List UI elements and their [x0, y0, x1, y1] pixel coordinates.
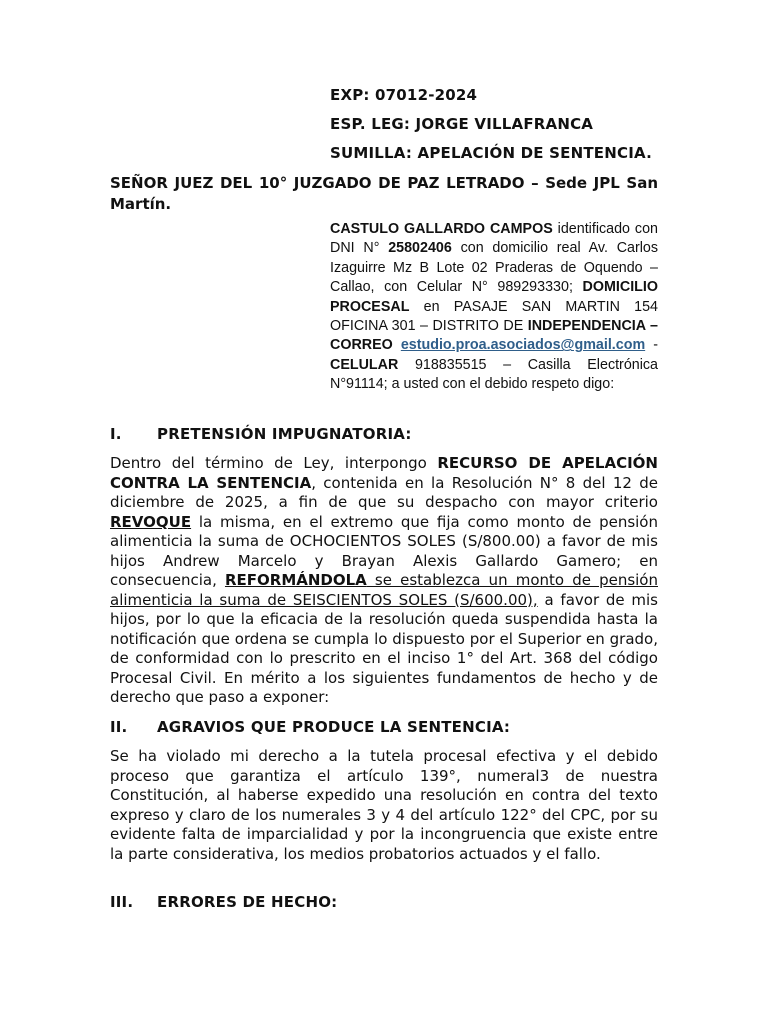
section-heading-2	[110, 718, 510, 736]
recurso-emphasis: RECURSO DE APELACIÓN CONTRA LA SENTENCIA	[110, 454, 658, 492]
party-identification	[330, 220, 658, 395]
party-dni: 25802406	[388, 240, 452, 257]
party-text	[393, 337, 401, 353]
email-link[interactable]: estudio.proa.asociados@gmail.com	[400, 337, 646, 354]
addressee: SEÑOR JUEZ DEL 10° JUZGADO DE PAZ LETRADO – Sede JPL San Martín.	[110, 174, 658, 213]
district-label: INDEPENDENCIA – CORREO	[330, 318, 658, 354]
underlined-text: se establezca un monto de pensión alimenticia la suma de SEISCIENTOS SOLES (S/600.00),	[110, 571, 658, 609]
section-number: II.	[110, 718, 128, 736]
party-name: CASTULO GALLARDO CAMPOS	[330, 221, 553, 237]
party-text: con domicilio real Av. Carlos Izaguirre Mz B Lote 02 Praderas de Oquendo – Callao, con Celular N° 989293330;	[330, 240, 659, 296]
paragraph-agravios: Se ha violado mi derecho a la tutela procesal efectiva y el debido proceso que garantiza el artículo 139°, numeral3 de nuestra Constitución, al haberse expedido una resolución en contra del texto expreso y claro de los numerales 3 y 4 del artículo 122° del CPC, por su evidente falta de imparcialidad y por la incongruencia que existe entre la parte considerativa, los medios probatorios actuados y el fallo.	[110, 747, 658, 863]
revoque-emphasis: REVOQUE	[110, 512, 192, 531]
paragraph-text: , contenida en la Resolución N° 8 del 12 de diciembre de 2025, a fin de que su despacho con mayor criterio	[110, 473, 658, 511]
section-number: I.	[110, 425, 122, 443]
sumilla: SUMILLA: APELACIÓN DE SENTENCIA.	[330, 144, 652, 162]
expediente-number: EXP: 07012-2024	[330, 86, 478, 104]
section-heading-3	[110, 893, 337, 911]
section-title: AGRAVIOS QUE PRODUCE LA SENTENCIA:	[157, 718, 511, 736]
domicilio-procesal-label: DOMICILIO PROCESAL	[330, 279, 658, 315]
celular-label: CELULAR	[330, 356, 399, 373]
party-text: identificado con DNI N°	[330, 221, 658, 257]
especialista-legal: ESP. LEG: JORGE VILLAFRANCA	[330, 115, 594, 133]
section-heading-1	[110, 425, 412, 443]
reformandola-emphasis: REFORMÁNDOLA	[224, 571, 367, 589]
section-number: III.	[110, 893, 134, 911]
party-text: -	[645, 337, 658, 354]
paragraph-pretension	[110, 454, 658, 708]
section-title: ERRORES DE HECHO:	[157, 893, 338, 911]
paragraph-text: a favor de mis hijos, por lo que la eficacia de la resolución queda suspendida hasta la notificación que ordena se cumpla lo dispuesto por el Superior en grado, de conformidad con lo prescrito en el inciso 1° del Art. 368 del código Procesal Civil. En mérito a los siguientes fundamentos de hecho y de derecho que paso a exponer:	[110, 590, 658, 706]
paragraph-text: Dentro del término de Ley, interpongo	[110, 454, 438, 472]
party-text: en PASAJE SAN MARTIN 154 OFICINA 301 – DISTRITO DE	[330, 298, 658, 335]
paragraph-text: la misma, en el extremo que fija como monto de pensión alimenticia la suma de OCHOCIENTOS SOLES (S/800.00) a favor de mis hijos Andrew Marcelo y Brayan Alexis Gallardo Gamero; en consecuencia,	[110, 512, 658, 589]
section-title: PRETENSIÓN IMPUGNATORIA:	[157, 425, 412, 443]
party-text: 918835515 – Casilla Electrónica N°91114; a usted con el debido respeto digo:	[330, 356, 658, 393]
